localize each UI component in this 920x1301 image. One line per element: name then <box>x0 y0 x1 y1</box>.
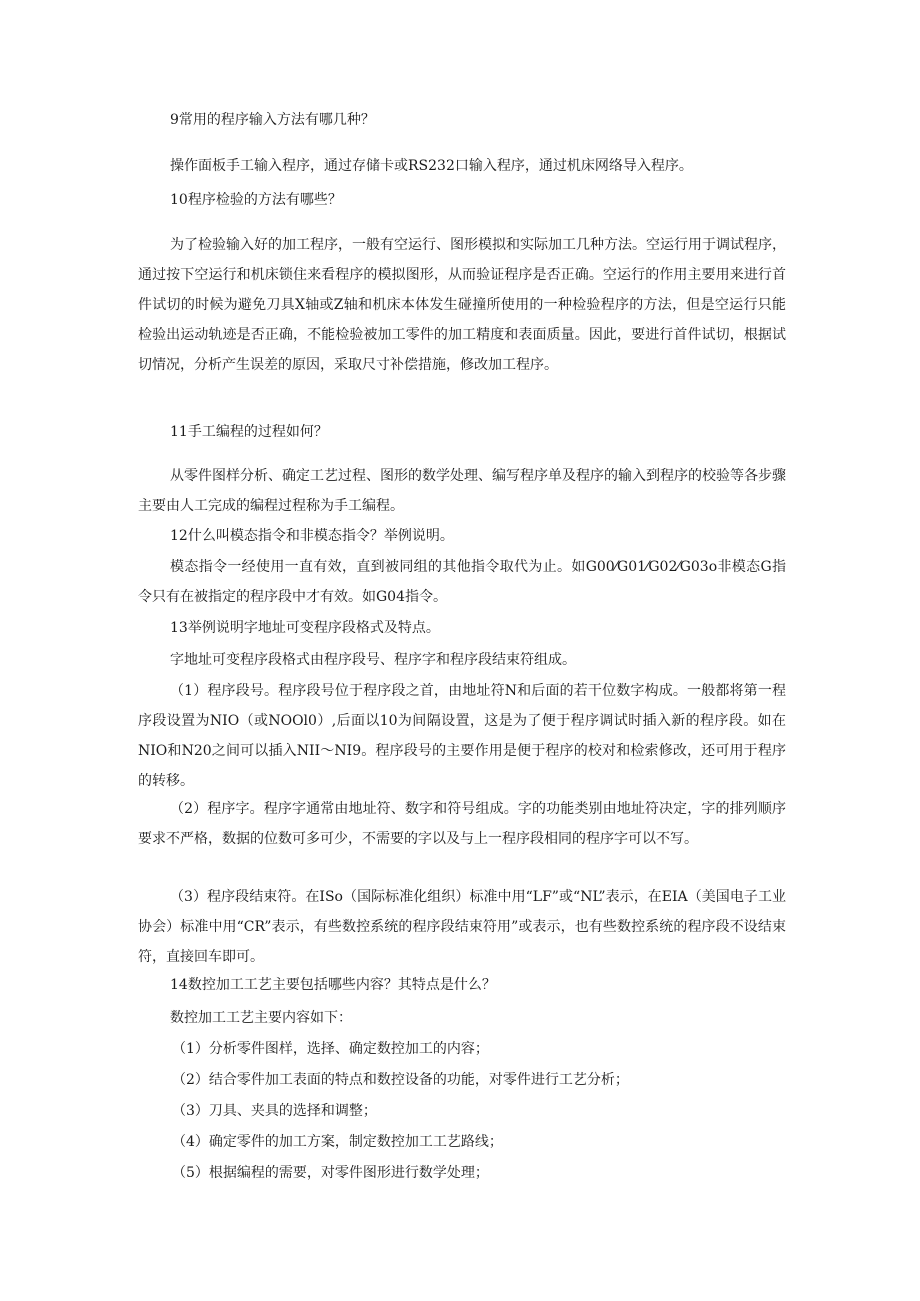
question-14-intro: 数控加工工艺主要内容如下： <box>170 1010 352 1026</box>
question-10-title: 10程序检验的方法有哪些？ <box>170 192 342 208</box>
question-14-item: （4）确定零件的加工方案，制定数控加工工艺路线； <box>172 1134 503 1150</box>
question-14-item: （3）刀具、夹具的选择和调整； <box>172 1103 377 1119</box>
question-11-title: 11手工编程的过程如何？ <box>170 424 328 440</box>
question-13-intro: 字地址可变程序段格式由程序段号、程序字和程序段结束符组成。 <box>170 652 576 668</box>
question-14-title: 14数控加工工艺主要包括哪些内容？其特点是什么？ <box>170 977 496 993</box>
question-10-answer: 为了检验输入好的加工程序，一般有空运行、图形模拟和实际加工几种方法。空运行用于调试程序，通过按下空运行和机床锁住来看程序的模拟图形，从而验证程序是否正确。空运行的作用主要用来进行首件试切的时候为避免刀具X轴或Z轴和机床本体发生碰撞所使用的一种检验程序的方法，但是空运行只能检验出运动轨迹是否正确，不能检验被加工零件的加工精度和表面质量。因此，要进行首件试切，根据试切情况，分析产生误差的原因，采取尺寸补偿措施，修改加工程序。 <box>138 237 786 373</box>
question-9-answer: 操作面板手工输入程序，通过存储卡或RS232口输入程序，通过机床网络导入程序。 <box>170 158 693 174</box>
question-13-item-2: （2）程序字。程序字通常由地址符、数字和符号组成。字的功能类别由地址符决定，字的排列顺序要求不严格，数据的位数可多可少，不需要的字以及与上一程序段相同的程序字可以不写。 <box>138 801 786 847</box>
question-12-title: 12什么叫模态指令和非模态指令？举例说明。 <box>170 528 454 544</box>
question-14-item: （2）结合零件加工表面的特点和数控设备的功能，对零件进行工艺分析； <box>172 1072 629 1088</box>
question-14-item: （1）分析零件图样，选择、确定数控加工的内容； <box>172 1041 489 1057</box>
question-13-item-3: （3）程序段结束符。在ISo（国际标准化组织）标准中用“LF”或“NL”表示，在EIA（美国电子工业协会）标准中用“CR”表示，有些数控系统的程序段结束符用”或表示，也有些数控系统的程序段不设结束符，直接回车即可。 <box>138 889 786 965</box>
question-13-item-1: （1）程序段号。程序段号位于程序段之首，由地址符N和后面的若干位数字构成。一般都将第一程序段设置为NIO（或NOOl0）,后面以10为间隔设置，这是为了便于程序调试时插入新的程序段。如在NIO和N20之间可以插入NII〜NI9。程序段号的主要作用是便于程序的校对和检索修改，还可用于程序的转移。 <box>138 683 786 789</box>
question-9-title: 9常用的程序输入方法有哪几种？ <box>170 112 375 128</box>
question-12-answer: 模态指令一经使用一直有效，直到被同组的其他指令取代为止。如G00⁄G01⁄G02⁄G03o非模态G指令只有在被指定的程序段中才有效。如G04指令。 <box>138 559 786 605</box>
question-13-title: 13举例说明字地址可变程序段格式及特点。 <box>170 620 440 636</box>
question-11-answer: 从零件图样分析、确定工艺过程、图形的数学处理、编写程序单及程序的输入到程序的校验等各步骤主要由人工完成的编程过程称为手工编程。 <box>138 468 786 514</box>
question-14-item: （5）根据编程的需要，对零件图形进行数学处理； <box>172 1165 489 1181</box>
